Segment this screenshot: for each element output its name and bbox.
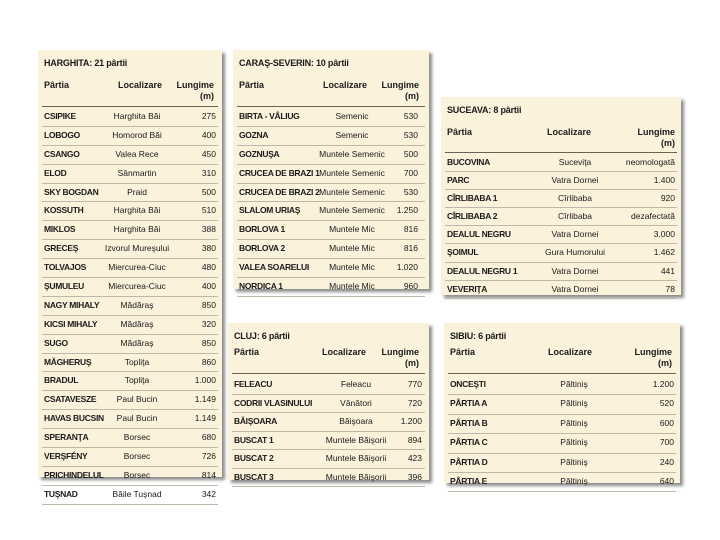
track-length: 960	[403, 281, 418, 292]
table-row	[42, 108, 218, 127]
header-divider	[445, 152, 677, 153]
track-name: BORLOVA 2	[239, 243, 285, 254]
track-name: ŞUMULEU	[44, 281, 84, 292]
table-row	[237, 240, 425, 259]
track-length: 640	[659, 475, 674, 486]
table-row	[42, 146, 218, 165]
track-length: 500	[201, 186, 216, 197]
track-length: 388	[201, 224, 216, 235]
track-location: Mădăraş	[120, 318, 154, 329]
track-name: ELOD	[44, 167, 67, 178]
track-name: MĂGHERUŞ	[44, 356, 92, 367]
track-name: KOSSUTH	[44, 205, 84, 216]
track-location: Vatra Dornei	[551, 265, 599, 276]
track-location: Homorod Băi	[112, 129, 162, 140]
harghita-rows	[42, 108, 218, 505]
header-divider	[237, 106, 425, 107]
track-location: Miercurea-Ciuc	[108, 262, 166, 273]
table-row	[42, 240, 218, 259]
track-location: Borsec	[123, 432, 151, 443]
track-name: HAVAS BUCSIN	[44, 413, 104, 424]
sibiu-title: SIBIU: 6 pârtii	[450, 331, 507, 341]
table-row	[237, 278, 425, 297]
table-row	[42, 316, 218, 335]
suceava-rows	[445, 154, 677, 299]
header-localizare: Localizare	[323, 80, 368, 90]
track-length: 850	[201, 337, 216, 348]
track-length: 894	[407, 434, 422, 445]
track-length: 396	[407, 471, 422, 482]
table-row	[42, 127, 218, 146]
sibiu-table-panel	[444, 323, 680, 486]
track-location: Băişoara	[339, 416, 373, 426]
table-row	[237, 259, 425, 278]
track-name: TOLVAJOS	[44, 262, 86, 273]
track-name: MIKLOS	[44, 224, 76, 235]
track-name: CRUCEA DE BRAZI 1	[239, 167, 320, 178]
track-length: 680	[201, 432, 216, 443]
track-location: Topliţa	[124, 375, 150, 386]
caras-severin-rows	[237, 108, 425, 297]
table-row	[445, 226, 677, 244]
track-location: Cîrlibaba	[557, 193, 593, 204]
track-name: PÂRTIA A	[450, 398, 488, 409]
track-name: VALEA SOARELUI	[239, 262, 309, 273]
header-partia: Pârtia	[44, 80, 70, 90]
track-location: Vatra Dornei	[551, 229, 599, 240]
table-row	[232, 450, 425, 469]
header-localizare: Localizare	[547, 127, 592, 137]
track-length: 726	[201, 451, 216, 462]
track-name: BIRTA - VÂLIUG	[239, 111, 300, 121]
track-location: Vatra Dornei	[551, 283, 599, 294]
track-location: Muntele Semenic	[319, 205, 385, 216]
track-length: 78	[665, 283, 675, 294]
table-row	[42, 184, 218, 203]
track-length: 530	[403, 186, 418, 197]
track-length: 400	[201, 129, 216, 140]
header-divider	[42, 106, 218, 107]
track-name: BĂIŞOARA	[234, 416, 277, 426]
track-name: SPERANŢA	[44, 432, 89, 443]
track-length: 860	[201, 356, 216, 367]
track-location: Sânmartin	[117, 167, 157, 178]
header-partia: Pârtia	[450, 347, 476, 357]
track-length: 920	[660, 193, 675, 204]
track-length: 320	[201, 318, 216, 329]
table-row	[232, 432, 425, 451]
caras-severin-title: CARAŞ-SEVERIN: 10 pârtii	[239, 58, 349, 68]
track-name: CSIPIKE	[44, 111, 76, 121]
track-name: ONCEŞTI	[450, 379, 486, 389]
table-row	[237, 127, 425, 146]
track-length: 380	[201, 243, 216, 254]
track-location: Harghita Băi	[113, 224, 161, 235]
track-name: BUSCAT 1	[234, 434, 274, 445]
track-location: Păltiniş	[560, 475, 588, 486]
track-length: 816	[403, 243, 418, 254]
table-row	[448, 395, 676, 414]
header-partia: Pârtia	[447, 127, 473, 137]
track-length: 720	[407, 397, 422, 408]
table-row	[232, 395, 425, 414]
track-name: GRECEŞ	[44, 243, 79, 254]
track-location: Mădăraş	[120, 337, 154, 348]
track-location: Borsec	[123, 469, 151, 480]
track-length: 1.020	[396, 262, 418, 273]
table-row	[42, 354, 218, 373]
track-location: Semenic	[335, 129, 369, 140]
table-row	[42, 202, 218, 221]
header-lungime: Lungime (m)	[634, 347, 672, 368]
track-length: 520	[659, 398, 674, 409]
track-name: CÎRLIBABA 2	[447, 211, 498, 222]
track-location: Harghita Băi	[113, 111, 161, 121]
track-location: Izvorul Mureşului	[104, 243, 170, 254]
harghita-table-panel	[38, 50, 222, 499]
track-name: BUSCAT 2	[234, 453, 274, 463]
track-name: VERŞFÉNY	[44, 451, 88, 462]
track-length: 850	[201, 299, 216, 310]
track-location: Muntele Băişorii	[325, 453, 387, 463]
track-name: NAGY MIHALY	[44, 299, 100, 310]
table-row	[445, 190, 677, 208]
track-location: Muntele Băişorii	[325, 471, 387, 482]
track-length: 275	[201, 111, 216, 121]
table-row	[42, 410, 218, 429]
table-row	[448, 454, 676, 473]
table-row	[42, 448, 218, 467]
track-location: Vatra Dornei	[551, 175, 599, 186]
table-row	[445, 208, 677, 226]
table-row	[42, 429, 218, 448]
header-divider	[448, 373, 676, 374]
track-location: Păltiniş	[560, 456, 588, 467]
track-length: 700	[659, 437, 674, 448]
table-row	[42, 391, 218, 410]
track-length: 240	[659, 456, 674, 467]
track-name: CSATAVESZE	[44, 394, 97, 405]
table-row	[42, 278, 218, 297]
header-localizare: Localizare	[322, 347, 367, 357]
track-length: 1.250	[396, 205, 418, 216]
table-row	[232, 413, 425, 432]
header-localizare: Localizare	[118, 80, 163, 90]
track-location: Gura Humorului	[545, 247, 605, 258]
track-location: Păltiniş	[560, 417, 588, 428]
table-row	[237, 165, 425, 184]
track-location: Paul Bucin	[116, 394, 158, 405]
header-lungime: Lungime (m)	[637, 127, 675, 148]
track-name: CSANGO	[44, 148, 80, 159]
table-row	[445, 154, 677, 172]
track-length: 600	[659, 417, 674, 428]
track-location: Mădăraş	[120, 299, 154, 310]
table-row	[42, 165, 218, 184]
track-location: Muntele Băişorii	[325, 434, 387, 445]
table-row	[237, 184, 425, 203]
track-location: Praid	[127, 186, 147, 197]
track-name: SKY BOGDAN	[44, 186, 99, 197]
track-name: SUGO	[44, 337, 68, 348]
track-name: PÂRTIA B	[450, 417, 488, 428]
header-localizare: Localizare	[548, 347, 593, 357]
track-location: Semenic	[335, 111, 369, 121]
table-row	[445, 263, 677, 281]
track-location: Păltiniş	[560, 437, 588, 448]
table-row	[448, 473, 676, 492]
track-length: neomologată	[625, 157, 675, 167]
track-length: 770	[407, 379, 422, 389]
caras-severin-table-panel	[233, 50, 429, 292]
track-name: KICSI MIHALY	[44, 318, 98, 329]
cluj-table-panel	[228, 323, 429, 480]
track-length: 3.000	[653, 229, 675, 240]
track-length: 530	[403, 129, 418, 140]
track-name: PÂRTIA C	[450, 437, 488, 448]
track-name: SLALOM URIAŞ	[239, 205, 301, 216]
track-length: 1.000	[194, 375, 216, 386]
track-length: 1.400	[653, 175, 675, 186]
track-location: Băile Tuşnad	[112, 488, 162, 499]
track-location: Muntele Mic	[329, 224, 375, 235]
track-length: 400	[201, 281, 216, 292]
track-length: 1.200	[652, 379, 674, 389]
track-name: GOZNUŞA	[239, 148, 280, 159]
track-location: Miercurea-Ciuc	[108, 281, 166, 292]
suceava-title: SUCEAVA: 8 pârtii	[447, 105, 522, 115]
track-name: VEVERIŢA	[447, 283, 488, 294]
track-name: TUŞNAD	[44, 488, 78, 499]
track-location: Paul Bucin	[116, 413, 158, 424]
track-name: BRADUL	[44, 375, 79, 386]
track-location: Topliţa	[124, 356, 150, 367]
track-name: BORLOVA 1	[239, 224, 285, 235]
cluj-title: CLUJ: 6 pârtii	[234, 331, 290, 341]
track-name: BUSCAT 3	[234, 471, 274, 482]
track-location: Muntele Mic	[329, 243, 375, 254]
track-location: Muntele Mic	[329, 281, 375, 292]
track-length: 450	[201, 148, 216, 159]
track-length: 423	[407, 453, 422, 463]
table-row	[237, 146, 425, 165]
track-length: dezafectată	[631, 211, 675, 222]
track-location: Borsec	[123, 451, 151, 462]
table-row	[42, 467, 218, 486]
table-row	[448, 376, 676, 395]
track-name: CODRII VLASINULUI	[234, 397, 313, 408]
track-location: Suceviţa	[558, 157, 592, 167]
track-location: Cîrlibaba	[557, 211, 593, 222]
track-location: Păltiniş	[560, 379, 588, 389]
track-name: PÂRTIA D	[450, 456, 488, 467]
table-row	[232, 469, 425, 488]
table-row	[445, 244, 677, 262]
track-length: 480	[201, 262, 216, 273]
track-name: CÎRLIBABA 1	[447, 193, 498, 204]
track-length: 816	[403, 224, 418, 235]
track-length: 530	[403, 111, 418, 121]
header-lungime: Lungime (m)	[381, 80, 419, 101]
sibiu-rows	[448, 376, 676, 492]
suceava-table-panel	[441, 97, 681, 295]
table-row	[42, 221, 218, 240]
cluj-rows	[232, 376, 425, 487]
track-name: PARC	[447, 175, 470, 186]
track-location: Harghita Băi	[113, 205, 161, 216]
track-name: CRUCEA DE BRAZI 2	[239, 186, 320, 197]
track-location: Vânători	[340, 397, 372, 408]
track-location: Valea Rece	[115, 148, 159, 159]
table-row	[237, 108, 425, 127]
track-name: PÂRTIA E	[450, 475, 487, 486]
table-row	[445, 281, 677, 299]
header-partia: Pârtia	[239, 80, 265, 90]
track-length: 1.149	[194, 394, 216, 405]
track-name: PRICHINDELUL	[44, 469, 104, 480]
table-row	[448, 434, 676, 453]
table-row	[445, 172, 677, 190]
track-length: 310	[201, 167, 216, 178]
table-row	[42, 297, 218, 316]
table-row	[232, 376, 425, 395]
track-name: BUCOVINA	[447, 157, 490, 167]
table-row	[42, 486, 218, 505]
track-name: DEALUL NEGRU 1	[447, 265, 518, 276]
track-name: ŞOIMUL	[447, 247, 479, 258]
track-name: GOZNA	[239, 129, 269, 140]
track-length: 510	[201, 205, 216, 216]
track-location: Păltiniş	[560, 398, 588, 409]
track-name: NORDICA 1	[239, 281, 283, 292]
track-length: 1.200	[400, 416, 422, 426]
track-length: 342	[201, 488, 216, 499]
track-location: Feleacu	[340, 379, 372, 389]
track-length: 500	[403, 148, 418, 159]
table-row	[237, 221, 425, 240]
header-partia: Pârtia	[234, 347, 260, 357]
track-length: 814	[201, 469, 216, 480]
track-location: Muntele Semenic	[319, 148, 385, 159]
header-lungime: Lungime (m)	[381, 347, 419, 368]
track-name: FELEACU	[234, 379, 273, 389]
harghita-title: HARGHITA: 21 pârtii	[44, 58, 128, 68]
header-divider	[232, 373, 425, 374]
track-length: 441	[660, 265, 675, 276]
track-location: Muntele Semenic	[319, 167, 385, 178]
track-location: Muntele Mic	[329, 262, 375, 273]
track-length: 1.462	[653, 247, 675, 258]
table-row	[237, 202, 425, 221]
table-row	[42, 259, 218, 278]
table-row	[448, 415, 676, 434]
table-row	[42, 372, 218, 391]
table-row	[42, 335, 218, 354]
track-name: LOBOGO	[44, 129, 80, 140]
track-name: DEALUL NEGRU	[447, 229, 511, 240]
track-location: Muntele Semenic	[319, 186, 385, 197]
track-length: 1.149	[194, 413, 216, 424]
track-length: 700	[403, 167, 418, 178]
header-lungime: Lungime (m)	[176, 80, 214, 101]
